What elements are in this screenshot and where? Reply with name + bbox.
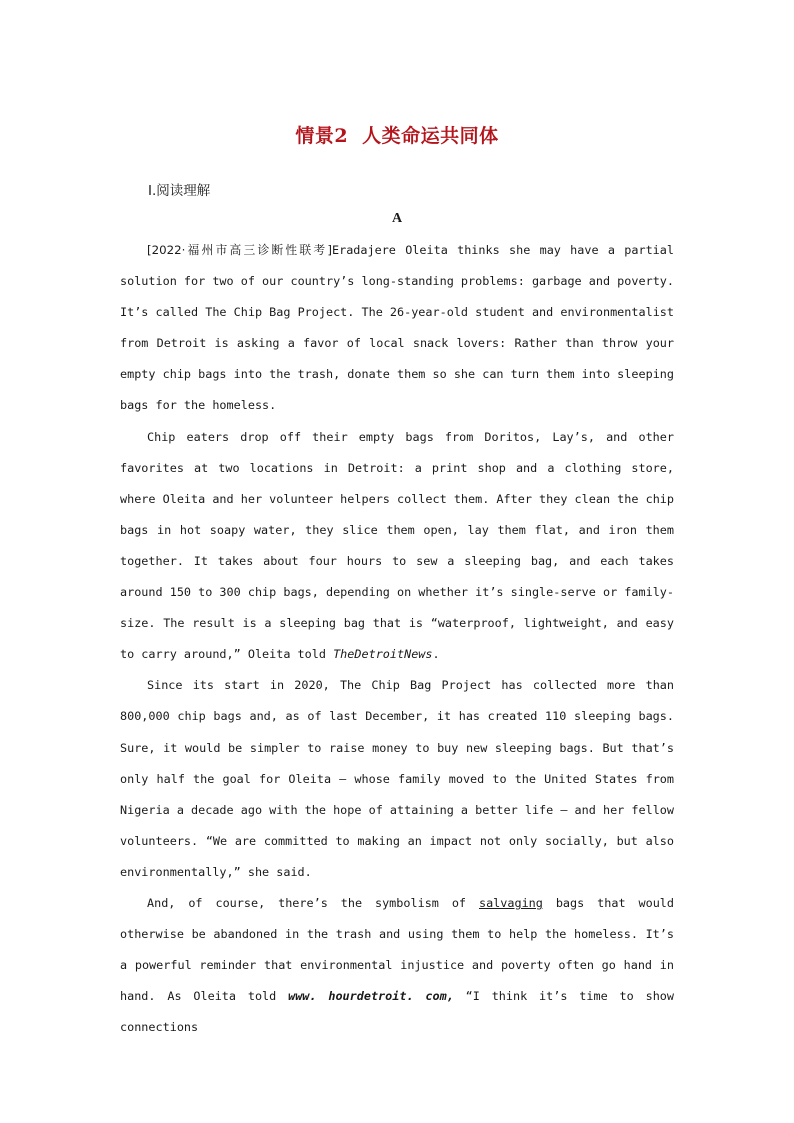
title-topic: 人类命运共同体 — [362, 125, 499, 147]
paragraph-2-end: . — [432, 647, 440, 662]
page-title — [0, 121, 794, 148]
title-scenario-number: 情景2 — [295, 125, 349, 147]
paragraph-4-text-before: And, of course, there’s the symbolism of — [147, 895, 479, 910]
paragraph-1-text: Eradajere Oleita thinks she may have a partial solution for two of our country’s long-standing problems: garbage and poverty. It’s called The Chip Bag Project. The 26-year-old student and environmentalist from Detroit is asking a favor of local snack lovers: Rather than throw your empty chip bags into the trash, donate them so she can turn them into sleeping bags for the homeless. — [120, 243, 674, 413]
paragraph-4-text-end: “I think it’s time to show connections — [120, 989, 674, 1035]
source-citation: [2022·福州市高三诊断性联考] — [147, 243, 332, 257]
paragraph-2 — [120, 422, 674, 671]
publication-name: TheDetroitNews — [333, 647, 433, 662]
paragraph-3-text: Since its start in 2020, The Chip Bag Project has collected more than 800,000 chip bags and, as of last December, it has created 110 sleeping bags. Sure, it would be simpler to raise money to buy new sleeping bags. But that’s only half the goal for Oleita — whose family moved to the United States from Nigeria a decade ago with the hope of attaining a better life — and her fellow volunteers. “We are committed to making an impact not only socially, but also environmentally,” she said. — [120, 678, 674, 879]
passage-letter: A — [391, 211, 403, 226]
passage-body — [120, 235, 674, 1043]
paragraph-1 — [120, 235, 674, 422]
website-name: www. hourdetroit. com, — [288, 989, 454, 1004]
paragraph-4 — [120, 888, 674, 1043]
section-label: Ⅰ.阅读理解 — [148, 183, 211, 199]
paragraph-3 — [120, 670, 674, 888]
paragraph-2-text: Chip eaters drop off their empty bags from Doritos, Lay’s, and other favorites at two locations in Detroit: a print shop and a clothing store, where Oleita and her volunteer helpers collect them. After they clean the chip bags in hot soapy water, they slice them open, lay them flat, and iron them together. It takes about four hours to sew a sleeping bag, and each takes around 150 to 300 chip bags, depending on whether it’s single-serve or family-size. The result is a sleeping bag that is “waterproof, lightweight, and easy to carry around,” Oleita told — [120, 429, 674, 662]
underlined-word: salvaging — [478, 895, 543, 910]
paragraph-4-text-after: bags that would otherwise be abandoned in the trash and using them to help the homeless. It’s a powerful reminder that environmental injustice and poverty often go hand in hand. As Oleita told — [120, 895, 674, 1004]
